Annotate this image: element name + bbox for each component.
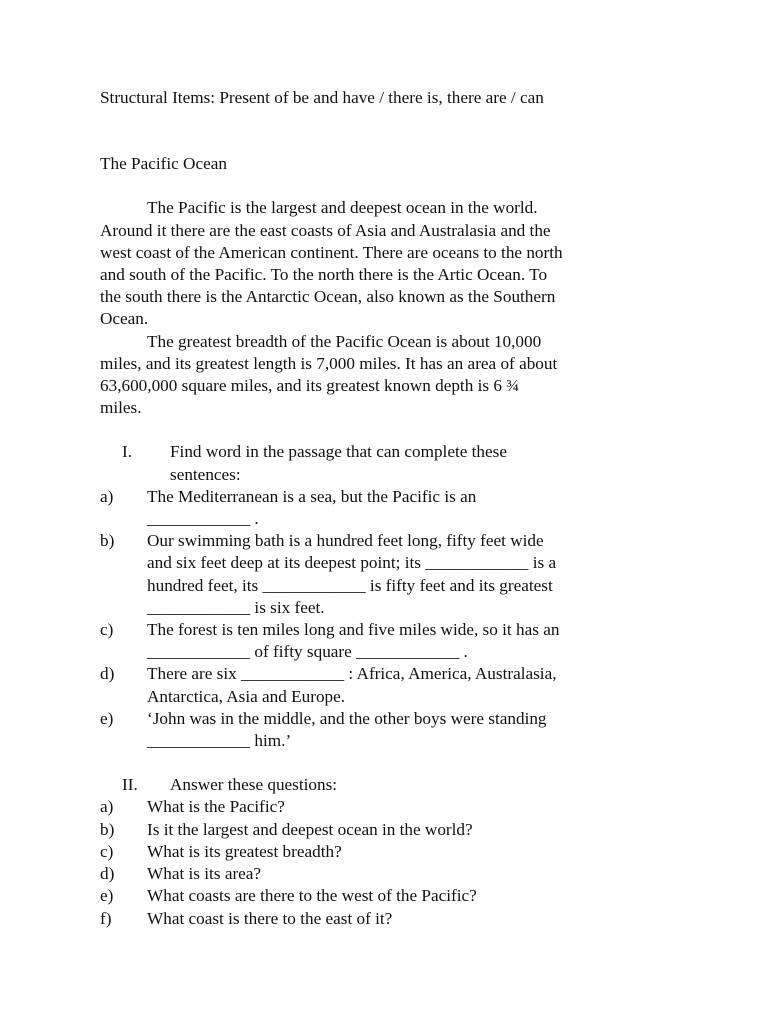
exercise-item: [100, 619, 668, 663]
exercise-item: [100, 486, 668, 530]
item-text: Our swimming bath is a hundred feet long, fifty feet wide: [147, 531, 544, 551]
item-label: b): [100, 531, 115, 551]
section-heading-text: Answer these questions:: [170, 775, 338, 795]
item-label: d): [100, 664, 115, 684]
item-text: ____________ .: [147, 509, 259, 529]
question-item: [100, 796, 668, 818]
paragraph-line: Ocean.: [100, 309, 149, 329]
section-number: II.: [122, 775, 138, 795]
section-heading: [122, 441, 668, 463]
structural-items-line: Structural Items: Present of be and have / there is, there are / can: [100, 88, 544, 107]
paragraph-line: The Pacific is the largest and deepest ocean in the world.: [147, 198, 538, 218]
passage-paragraph-1: [100, 197, 668, 330]
section-heading: [122, 774, 668, 796]
item-text: and six feet deep at its deepest point; its ____________ is a: [147, 553, 557, 573]
item-label: d): [100, 864, 115, 884]
item-text: ____________ is six feet.: [147, 597, 325, 617]
item-text: ____________ of fifty square ____________ .: [147, 642, 468, 662]
item-text: ‘John was in the middle, and the other boys were standing: [147, 708, 547, 728]
question-item: [100, 863, 668, 885]
question-item: [100, 885, 668, 907]
section-number: I.: [122, 442, 133, 462]
question-text: What is the Pacific?: [147, 797, 285, 817]
paragraph-line: the south there is the Antarctic Ocean, also known as the Southern: [100, 287, 556, 307]
exercise-item: [100, 708, 668, 752]
item-label: c): [100, 620, 114, 640]
exercise-item: [100, 663, 668, 707]
section-heading-text: sentences:: [170, 464, 241, 484]
paragraph-line: west coast of the American continent. There are oceans to the north: [100, 242, 563, 262]
paragraph-line: 63,600,000 square miles, and its greatest known depth is 6 ¾: [100, 376, 520, 396]
passage-paragraph-2: [100, 331, 668, 420]
item-text: Antarctica, Asia and Europe.: [147, 686, 346, 706]
item-text: The forest is ten miles long and five miles wide, so it has an: [147, 620, 560, 640]
question-text: What is its area?: [147, 864, 262, 884]
paragraph-line: The greatest breadth of the Pacific Ocean is about 10,000: [147, 331, 542, 351]
item-label: a): [100, 797, 114, 817]
paragraph-line: and south of the Pacific. To the north there is the Artic Ocean. To: [100, 265, 548, 285]
item-label: c): [100, 841, 114, 861]
question-text: What coast is there to the east of it?: [147, 908, 393, 928]
question-text: Is it the largest and deepest ocean in the world?: [147, 819, 473, 839]
item-label: f): [100, 908, 112, 928]
question-item: [100, 908, 668, 930]
item-text: ____________ him.’: [147, 731, 292, 751]
paragraph-line: miles, and its greatest length is 7,000 miles. It has an area of about: [100, 353, 558, 373]
exercise-section-2: [100, 774, 668, 929]
section-heading-text: Find word in the passage that can complete these: [170, 442, 507, 462]
paragraph-line: Around it there are the east coasts of Asia and Australasia and the: [100, 220, 551, 240]
exercise-item: [100, 530, 668, 619]
item-label: e): [100, 886, 114, 906]
exercise-section-1: [100, 441, 668, 752]
item-label: e): [100, 708, 114, 728]
item-text: hundred feet, its ____________ is fifty feet and its greatest: [147, 575, 553, 595]
item-label: b): [100, 819, 115, 839]
passage-title: The Pacific Ocean: [100, 154, 227, 174]
question-text: What coasts are there to the west of the Pacific?: [147, 886, 477, 906]
item-text: The Mediterranean is a sea, but the Pacific is an: [147, 486, 477, 506]
question-item: [100, 819, 668, 841]
item-label: a): [100, 486, 114, 506]
paragraph-line: miles.: [100, 398, 142, 418]
question-item: [100, 841, 668, 863]
item-text: There are six ____________ : Africa, America, Australasia,: [147, 664, 557, 684]
question-text: What is its greatest breadth?: [147, 841, 342, 861]
